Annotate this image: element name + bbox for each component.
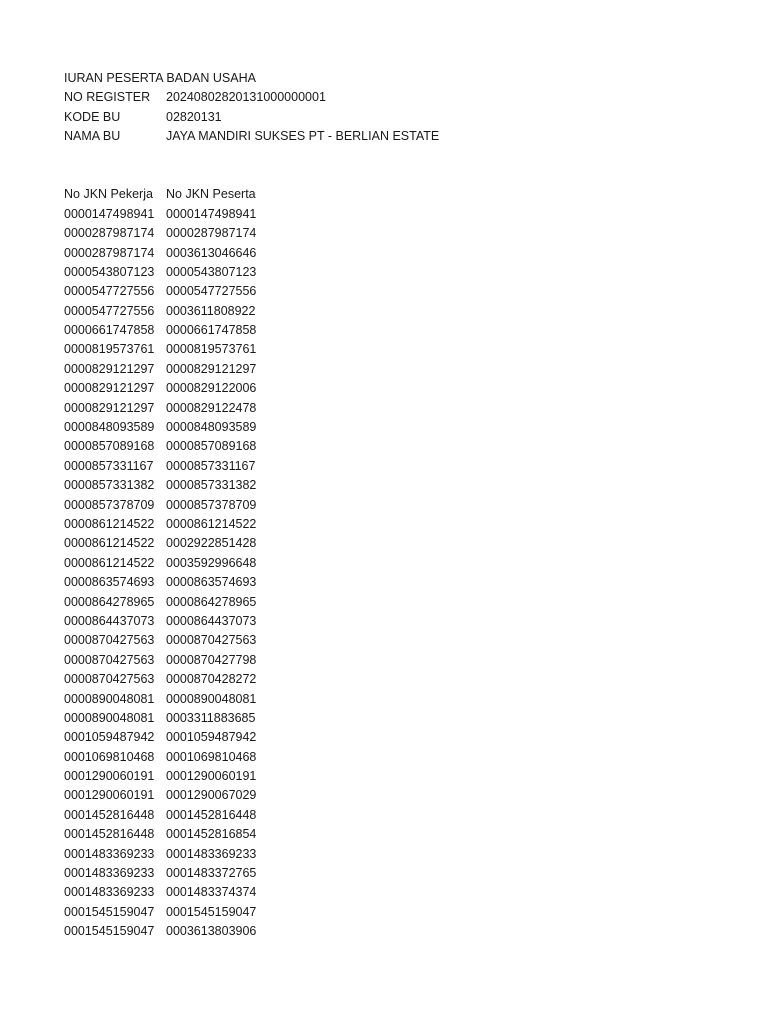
participant-jkn-number-cell: 0003613046646	[166, 245, 257, 260]
field-value: JAYA MANDIRI SUKSES PT - BERLIAN ESTATE	[166, 129, 440, 144]
worker-jkn-number-cell: 0000890048081	[64, 691, 155, 706]
participant-jkn-number-cell: 0000870427563	[166, 633, 257, 648]
participant-jkn-number-cell: 0001483374374	[166, 885, 257, 900]
worker-jkn-number-cell: 0000829121297	[64, 400, 155, 415]
field-label: NAMA BU	[64, 129, 121, 144]
worker-jkn-number-cell: 0000857331382	[64, 478, 155, 493]
worker-jkn-number-cell: 0001483369233	[64, 846, 155, 861]
table-row	[64, 806, 744, 825]
spacer	[64, 147, 744, 186]
table-row	[64, 457, 744, 476]
participant-jkn-number-cell: 0000547727556	[166, 284, 257, 299]
table-row	[64, 709, 744, 728]
document-title: IURAN PESERTA BADAN USAHA	[64, 71, 256, 85]
table-row	[64, 263, 744, 282]
participant-jkn-number-cell: 0001290060191	[166, 769, 257, 784]
business-name-row	[64, 127, 744, 146]
worker-jkn-number-cell: 0000861214522	[64, 555, 155, 570]
column-header: No JKN Pekerja	[64, 187, 153, 202]
register-number-row	[64, 88, 744, 107]
worker-jkn-number-cell: 0000863574693	[64, 575, 155, 590]
worker-jkn-number-cell: 0000547727556	[64, 303, 155, 318]
participant-jkn-number-cell: 0000864437073	[166, 613, 257, 628]
worker-jkn-number-cell: 0000661747858	[64, 323, 155, 338]
participant-jkn-number-cell: 0001483372765	[166, 866, 257, 881]
participant-jkn-number-cell: 0000829122006	[166, 381, 257, 396]
worker-jkn-number-cell: 0000861214522	[64, 517, 155, 531]
participant-jkn-number-cell: 0000829122478	[166, 400, 257, 415]
worker-jkn-number-cell: 0001545159047	[64, 904, 155, 919]
table-row	[64, 670, 744, 689]
table-row	[64, 651, 744, 670]
worker-jkn-number-cell: 0001452816448	[64, 827, 155, 842]
participant-jkn-number-cell: 0000857331382	[166, 478, 257, 493]
participant-jkn-number-cell: 0000861214522	[166, 517, 257, 531]
table-row	[64, 631, 744, 650]
participant-jkn-number-cell: 0000864278965	[166, 594, 257, 609]
participant-jkn-number-cell: 0000829121297	[166, 361, 257, 376]
table-header	[64, 185, 744, 204]
participant-jkn-number-cell: 0003592996648	[166, 555, 257, 570]
worker-jkn-number-cell: 0000870427563	[64, 652, 155, 667]
worker-jkn-number-cell: 0000857089168	[64, 439, 155, 454]
participant-jkn-number-cell: 0000848093589	[166, 420, 257, 435]
worker-jkn-number-cell: 0001290060191	[64, 769, 155, 784]
participant-jkn-number-cell: 0001069810468	[166, 749, 257, 764]
participant-jkn-number-cell: 0000147498941	[166, 206, 257, 221]
table-row	[64, 748, 744, 767]
table-row	[64, 825, 744, 844]
table-row	[64, 496, 744, 515]
table-row	[64, 360, 744, 379]
worker-jkn-number-cell: 0000829121297	[64, 361, 155, 376]
worker-jkn-number-cell: 0000147498941	[64, 206, 155, 221]
table-row	[64, 690, 744, 709]
participant-jkn-number-cell: 0003613803906	[166, 924, 257, 939]
participant-jkn-number-cell: 0000863574693	[166, 575, 257, 590]
worker-jkn-number-cell: 0001545159047	[64, 924, 155, 939]
table-row	[64, 767, 744, 786]
participant-jkn-number-cell: 0000287987174	[166, 226, 257, 241]
participant-jkn-number-cell: 0001290067029	[166, 788, 257, 803]
table-body	[64, 205, 744, 942]
worker-jkn-number-cell: 0000870427563	[64, 672, 155, 687]
worker-jkn-number-cell: 0000864437073	[64, 613, 155, 628]
table-row	[64, 786, 744, 805]
worker-jkn-number-cell: 0000287987174	[64, 226, 155, 241]
table-row	[64, 612, 744, 631]
participant-jkn-number-cell: 0003311883685	[166, 710, 256, 725]
table-row	[64, 728, 744, 747]
worker-jkn-number-cell: 0001290060191	[64, 788, 155, 803]
worker-jkn-number-cell: 0000864278965	[64, 594, 155, 609]
participant-jkn-number-cell: 0003611808922	[166, 303, 256, 318]
participant-jkn-number-cell: 0002922851428	[166, 536, 257, 551]
worker-jkn-number-cell: 0000547727556	[64, 284, 155, 299]
table-row	[64, 554, 744, 573]
participant-jkn-number-cell: 0001059487942	[166, 730, 257, 745]
table-row	[64, 515, 744, 534]
worker-jkn-number-cell: 0000819573761	[64, 342, 155, 357]
field-label: KODE BU	[64, 109, 121, 124]
document-page	[64, 69, 744, 942]
table-row	[64, 864, 744, 883]
table-row	[64, 379, 744, 398]
table-row	[64, 922, 744, 941]
worker-jkn-number-cell: 0001483369233	[64, 885, 155, 900]
table-row	[64, 282, 744, 301]
participant-jkn-number-cell: 0001452816448	[166, 807, 257, 822]
table-row	[64, 340, 744, 359]
worker-jkn-number-cell: 0000829121297	[64, 381, 155, 396]
table-row	[64, 418, 744, 437]
table-row	[64, 883, 744, 902]
business-code-row	[64, 108, 744, 127]
worker-jkn-number-cell: 0000287987174	[64, 245, 155, 260]
table-row	[64, 476, 744, 495]
participant-jkn-number-cell: 0000870427798	[166, 652, 257, 667]
worker-jkn-number-cell: 0000848093589	[64, 420, 155, 435]
table-row	[64, 534, 744, 553]
participant-jkn-number-cell: 0000661747858	[166, 323, 257, 338]
column-header: No JKN Peserta	[166, 187, 256, 202]
worker-jkn-number-cell: 0000870427563	[64, 633, 155, 648]
worker-jkn-number-cell: 0000543807123	[64, 264, 155, 279]
table-row	[64, 205, 744, 224]
field-value: 20240802820131000000001	[166, 90, 326, 105]
participant-jkn-number-cell: 0001545159047	[166, 904, 257, 919]
participant-jkn-number-cell: 0000819573761	[166, 342, 257, 357]
worker-jkn-number-cell: 0001059487942	[64, 730, 155, 745]
participant-jkn-number-cell: 0000870428272	[166, 672, 257, 687]
participant-jkn-number-cell: 0000857089168	[166, 439, 257, 454]
field-label: NO REGISTER	[64, 90, 151, 105]
table-row	[64, 224, 744, 243]
participant-jkn-number-cell: 0000543807123	[166, 264, 257, 279]
table-row	[64, 244, 744, 263]
table-row	[64, 573, 744, 592]
table-row	[64, 302, 744, 321]
field-value: 02820131	[166, 109, 222, 124]
table-row	[64, 593, 744, 612]
worker-jkn-number-cell: 0000857331167	[64, 458, 154, 473]
table-row	[64, 845, 744, 864]
participant-jkn-number-cell: 0001483369233	[166, 846, 257, 861]
worker-jkn-number-cell: 0001069810468	[64, 749, 155, 764]
table-row	[64, 903, 744, 922]
worker-jkn-number-cell: 0001483369233	[64, 866, 155, 881]
participant-jkn-number-cell: 0001452816854	[166, 827, 257, 842]
worker-jkn-number-cell: 0000861214522	[64, 536, 155, 551]
table-row	[64, 399, 744, 418]
worker-jkn-number-cell: 0000857378709	[64, 497, 155, 512]
worker-jkn-number-cell: 0001452816448	[64, 807, 155, 822]
participant-jkn-number-cell: 0000890048081	[166, 691, 257, 706]
worker-jkn-number-cell: 0000890048081	[64, 710, 155, 725]
participant-jkn-number-cell: 0000857378709	[166, 497, 257, 512]
table-row	[64, 437, 744, 456]
participant-jkn-number-cell: 0000857331167	[166, 458, 256, 473]
table-row	[64, 321, 744, 340]
